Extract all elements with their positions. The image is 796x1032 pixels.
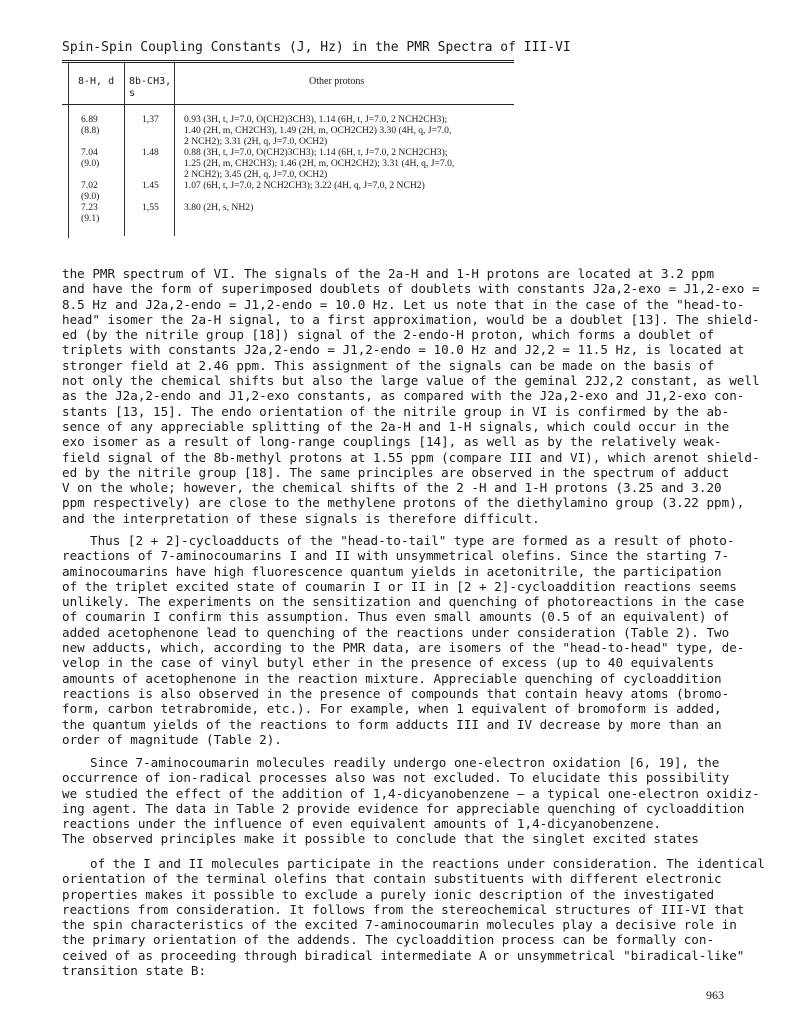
table-top-rule xyxy=(62,60,514,61)
text-line: the PMR spectrum of VI. The signals of the 2a-H and 1-H protons are located at 3.2 ppm xyxy=(62,266,715,281)
text-line: the spin characteristics of the excited 7-aminocoumarin molecules play a decisive role in xyxy=(62,917,737,933)
text-line: new adducts, which, according to the PMR data, are isomers of the "head-to-head" type, de- xyxy=(62,640,745,656)
text-line: of coumarin I confirm this assumption. Thus even small amounts (0.5 of an equivalent) of xyxy=(62,609,730,625)
row3-8h-j: (9.0) xyxy=(81,191,100,202)
table-top-rule-2 xyxy=(62,62,514,63)
text-line: occurrence of ion-radical processes also was not excluded. To elucidate this possibility xyxy=(62,770,730,786)
text-line: ed (by the nitrile group [18]) signal of the 2-endo-H proton, which forms a doublet of xyxy=(62,327,715,343)
row4-ch3: 1,55 xyxy=(142,202,159,213)
row1-other-line3: 2 NCH2); 3.31 (2H, q, J=7.0, OCH2) xyxy=(184,136,328,147)
row3-other-line1: 1.07 (6H, t, J=7.0, 2 NCH2CH3); 3.22 (4H, q, J=7.0, 2 NCH2) xyxy=(184,180,425,191)
header-8b-ch3-s: s xyxy=(129,88,136,99)
text-line: form, carbon tetrabromide, etc.). For example, when 1 equivalent of bromoform is added, xyxy=(62,701,722,717)
text-line: orientation of the terminal olefins that contain substituents with different electronic xyxy=(62,871,722,887)
text-line: unlikely. The experiments on the sensitization and quenching of photoreactions in the case xyxy=(62,594,745,610)
text-line: reactions is also observed in the presence of compounds that contain heavy atoms (bromo- xyxy=(62,685,730,701)
text-line: we studied the effect of the addition of 1,4-dicyanobenzene – a typical one-electron oxidiz- xyxy=(62,785,760,801)
text-line: and the interpretation of these signals is therefore difficult. xyxy=(62,510,540,526)
text-line: the primary orientation of the addends. The cycloaddition process can be formally con- xyxy=(62,932,715,948)
row2-8h-j: (9.0) xyxy=(81,158,100,169)
row1-other-line2: 1.40 (2H, m, CH2CH3), 1.49 (2H, m, OCH2CH2) 3.30 (4H, q, J=7.0, xyxy=(184,125,452,136)
row3-ch3: 1.45 xyxy=(142,180,159,191)
text-line: velop in the case of vinyl butyl ether in the presence of excess (up to 40 equivalents xyxy=(62,655,715,671)
row2-8h: 7.04 xyxy=(81,147,98,158)
row1-8h: 6.89 xyxy=(81,114,98,125)
table-title: Spin-Spin Coupling Constants (J, Hz) in the PMR Spectra of III-VI xyxy=(62,40,571,55)
row1-8h-j: (8.8) xyxy=(81,125,100,136)
header-8b-ch3: 8b-CH3, xyxy=(129,76,172,87)
text-line: not only the chemical shifts but also the large value of the geminal 2J2,2 constant, as well xyxy=(62,373,760,389)
text-line: V on the whole; however, the chemical shifts of the 2 -H and 1-H protons (3.25 and 3.20 xyxy=(62,480,722,496)
text-line: of the triplet excited state of coumarin I or II in [2 + 2]-cycloaddition reactions seems xyxy=(62,578,737,594)
text-line: added acetophenone lead to quenching of the reactions under consideration (Table 2). Two xyxy=(62,624,730,640)
text-line: amounts of acetophenone in the reaction mixture. Appreciable quenching of cycloaddition xyxy=(62,670,722,686)
row4-other-line1: 3.80 (2H, s, NH2) xyxy=(184,202,254,213)
text-line: ing agent. The data in Table 2 provide evidence for appreciable quenching of cycloaddition xyxy=(62,800,745,816)
row1-other-line1: 0.93 (3H, t, J=7.0, O(CH2)3CH3), 1.14 (6H, t, J=7.0, 2 NCH2CH3); xyxy=(184,114,448,125)
text-line: as the J2a,2-endo and J1,2-exo constants, as compared with the J2a,2-exo and J1,2-exo con- xyxy=(62,388,745,404)
text-line: aminocoumarins have high fluorescence quantum yields in acetonitrile, the participation xyxy=(62,563,722,579)
text-line: exo isomer as a result of long-range couplings [14], as well as by the relatively weak- xyxy=(62,434,722,450)
text-line: ceived of as proceeding through biradical intermediate A or unsymmetrical "biradical-like" xyxy=(62,947,745,963)
text-line: stants [13, 15]. The endo orientation of the nitrile group in VI is confirmed by the ab- xyxy=(62,403,730,419)
text-line: transition state B: xyxy=(62,963,207,979)
text-line: stronger field at 2.46 ppm. This assignment of the signals can be made on the basis of xyxy=(62,357,715,373)
page-number: 963 xyxy=(706,988,724,1002)
header-other-protons: Other protons xyxy=(309,76,365,87)
row4-8h: 7.23 xyxy=(81,202,98,213)
text-line: reactions under the influence of even equivalent amounts of 1,4-dicyanobenzene. xyxy=(62,816,661,832)
table-col-divider-1 xyxy=(124,62,125,236)
row2-other-line1: 0.88 (3H, t, J=7.0, O(CH2)3CH3); 1.14 (6H, t, J=7.0, 2 NCH2CH3); xyxy=(184,147,448,158)
text-line: reactions from consideration. It follows from the stereochemical structures of III-VI that xyxy=(62,901,745,917)
body-paragraph-1 xyxy=(62,266,760,526)
text-line: The observed principles make it possible to conclude that the singlet excited states xyxy=(62,831,699,847)
text-line: Since 7-aminocoumarin molecules readily undergo one-electron oxidation [6, 19], the xyxy=(90,755,720,770)
body-paragraph-3 xyxy=(62,755,760,847)
text-line: ppm respectively) are close to the methylene protons of the diethylamino group (3.22 ppm), xyxy=(62,495,745,511)
table-left-border xyxy=(68,62,69,238)
text-line: field signal of the 8b-methyl protons at 1.55 ppm (compare III and VI), which arenot shield- xyxy=(62,449,760,465)
body-paragraph-2 xyxy=(62,533,745,747)
text-line: triplets with constants J2a,2-endo = J1,2-endo = 10.0 Hz and J2,2 = 11.5 Hz, is located at xyxy=(62,342,745,358)
row1-ch3: 1,37 xyxy=(142,114,159,125)
text-line: sence of any appreciable splitting of the 2a-H and 1-H signals, which could occur in the xyxy=(62,418,730,434)
row2-other-line2: 1.25 (2H, m, CH2CH3); 1.46 (2H, m, OCH2CH2); 3.31 (4H, q, J=7.0, xyxy=(184,158,455,169)
text-line: reactions of 7-aminocoumarins I and II with unsymmetrical olefins. Since the starting 7- xyxy=(62,548,730,564)
text-line: head" isomer the 2a-H signal, to a first approximation, would be a doublet [13]. The shield- xyxy=(62,311,760,327)
text-line: the quantum yields of the reactions to form adducts III and IV decrease by more than an xyxy=(62,716,722,732)
text-line: order of magnitude (Table 2). xyxy=(62,731,282,747)
text-line: of the I and II molecules participate in the reactions under consideration. The identical xyxy=(90,856,765,871)
text-line: Thus [2 + 2]-cycloadducts of the "head-to-tail" type are formed as a result of photo- xyxy=(90,533,735,548)
row2-ch3: 1.48 xyxy=(142,147,159,158)
table-header-rule xyxy=(62,104,514,105)
text-line: properties makes it possible to exclude a purely ionic description of the investigated xyxy=(62,886,715,902)
row2-other-line3: 2 NCH2); 3.45 (2H, q, J=7.0, OCH2) xyxy=(184,169,328,180)
text-line: 8.5 Hz and J2a,2-endo = J1,2-endo = 10.0 Hz. Let us note that in the case of the "head-to- xyxy=(62,296,745,312)
row3-8h: 7.02 xyxy=(81,180,98,191)
header-8h: 8-H, d xyxy=(78,76,115,87)
text-line: and have the form of superimposed doublets of doublets with constants J2a,2-exo = J1,2-exo = xyxy=(62,281,760,297)
row4-8h-j: (9.1) xyxy=(81,213,100,224)
table-col-divider-2 xyxy=(174,62,175,236)
body-paragraph-4 xyxy=(62,856,765,979)
text-line: ed by the nitrile group [18]. The same principles are observed in the spectrum of adduct xyxy=(62,464,730,480)
